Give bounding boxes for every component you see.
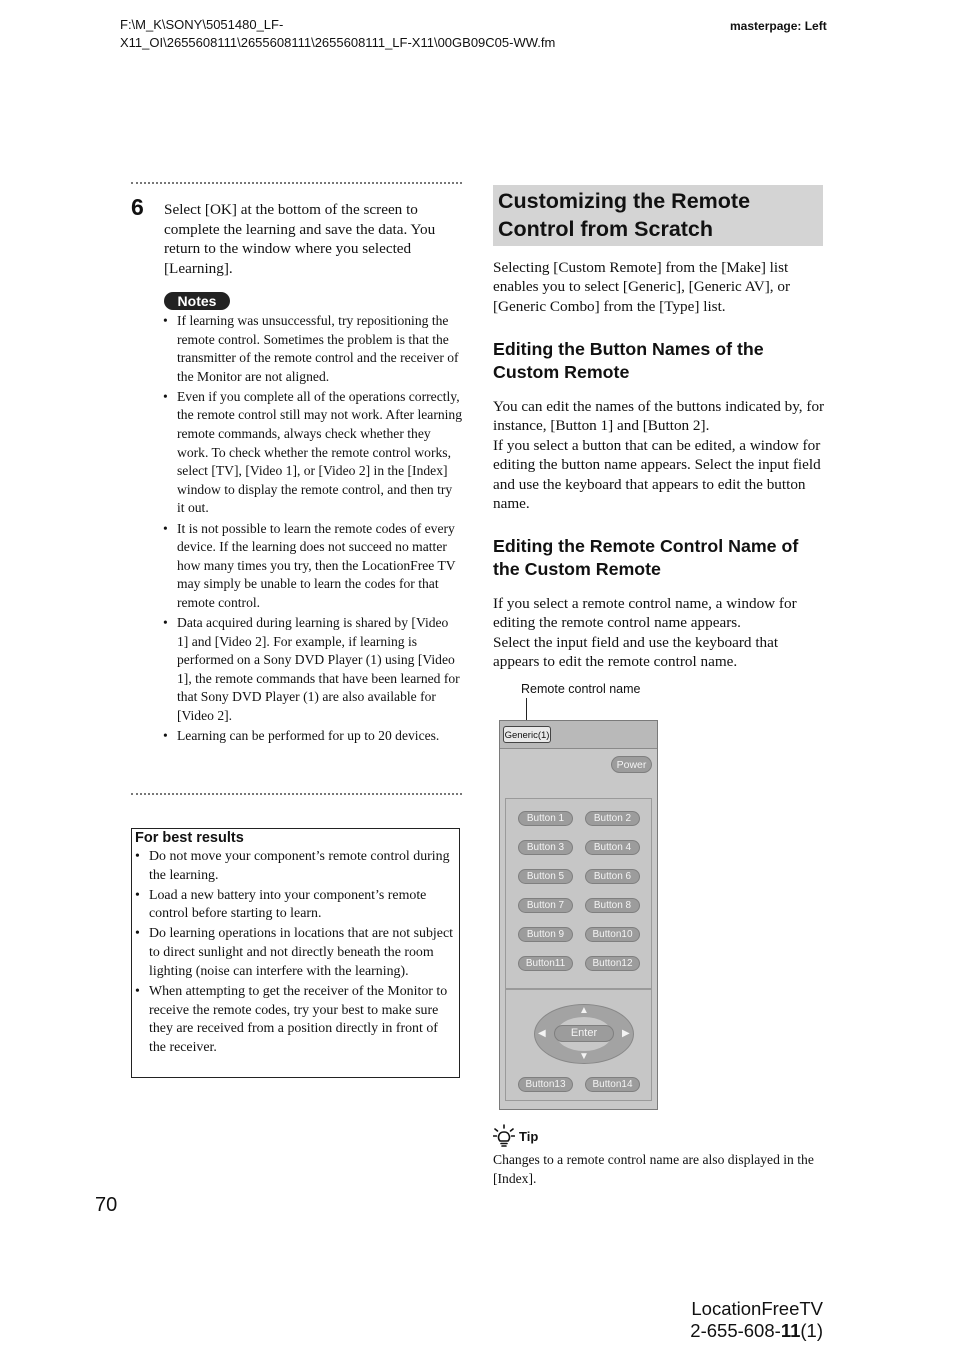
page-number: 70 — [95, 1194, 118, 1216]
remote-button-9[interactable]: Button 9 — [518, 927, 573, 942]
remote-button-14[interactable]: Button14 — [585, 1077, 640, 1092]
arrow-left-icon[interactable]: ◀ — [538, 1028, 546, 1039]
arrow-down-icon[interactable]: ▼ — [579, 1051, 589, 1062]
callout-label: Remote control name — [521, 682, 641, 696]
remote-button-7[interactable]: Button 7 — [518, 898, 573, 913]
list-item: • Data acquired during learning is shared by [Video 1] and [Video 2]. For example, if learning is performed on a Sony DVD Player (1) using [Video 1], the remote commands that have been learned for that Sony DVD Player (1) are also available for [Video 2]. — [163, 614, 463, 726]
remote-name-field[interactable]: Generic(1) — [503, 726, 551, 743]
remote-button-11[interactable]: Button11 — [518, 956, 573, 971]
product-code-suffix: (1) — [800, 1320, 823, 1341]
arrow-right-icon[interactable]: ▶ — [622, 1028, 630, 1039]
subheading-button-names: Editing the Button Names of the Custom Remote — [493, 339, 764, 382]
list-item: • Load a new battery into your component’s remote control before starting to learn. — [135, 887, 456, 924]
step-number: 6 — [131, 194, 144, 220]
masterpage-label: masterpage: Left — [730, 19, 827, 33]
list-item: • If learning was unsuccessful, try repositioning the remote control. Sometimes the problem is that the transmitter of the remote control and the receiver of the Monitor are not aligned. — [163, 312, 463, 386]
remote-control-screenshot — [499, 720, 658, 1110]
power-button[interactable]: Power — [611, 756, 652, 773]
list-item: • When attempting to get the receiver of the Monitor to receive the remote codes, try your best to make sure they are received from a position directly in front of the receiver. — [135, 983, 456, 1058]
list-item: • Do not move your component’s remote control during the learning. — [135, 848, 456, 885]
dotted-divider-bottom — [131, 793, 462, 795]
footer-product-info — [640, 1298, 823, 1342]
paragraph-remote-name-1: If you select a remote control name, a window for editing the remote control name appears. — [493, 595, 797, 632]
remote-button-5[interactable]: Button 5 — [518, 869, 573, 884]
notes-badge: Notes — [164, 292, 230, 310]
remote-button-3[interactable]: Button 3 — [518, 840, 573, 855]
product-code-prefix: 2-655-608- — [690, 1320, 781, 1341]
step-text: Select [OK] at the bottom of the screen to complete the learning and save the data. You return to the window where you selected [Learning]. — [164, 201, 436, 277]
lightbulb-icon — [493, 1124, 515, 1148]
navigation-panel — [505, 989, 652, 1101]
tip-label: Tip — [519, 1129, 539, 1144]
remote-button-6[interactable]: Button 6 — [585, 869, 640, 884]
remote-button-12[interactable]: Button12 — [585, 956, 640, 971]
direction-pad — [534, 1004, 634, 1064]
list-item: • Even if you complete all of the operations correctly, the remote control still may not work. After learning remote commands, always check whether they work. To check whether the remote control works, select [TV], [Video 1], or [Video 2] in the [Index] window to display the remote control, and then try it out. — [163, 388, 463, 518]
best-results-box — [131, 828, 460, 1078]
dotted-divider-top — [131, 182, 462, 184]
product-name: LocationFreeTV — [691, 1298, 823, 1319]
file-path-line-1: F:\M_K\SONY\5051480_LF- — [120, 17, 284, 32]
arrow-up-icon[interactable]: ▲ — [579, 1005, 589, 1016]
product-code-bold: 11 — [780, 1320, 801, 1341]
remote-button-1[interactable]: Button 1 — [518, 811, 573, 826]
remote-button-4[interactable]: Button 4 — [585, 840, 640, 855]
paragraph-button-names-1: You can edit the names of the buttons indicated by, for instance, [Button 1] and [Button 2]. — [493, 398, 825, 435]
list-item: • It is not possible to learn the remote codes of every device. If the learning does not succeed no matter how many times you try, then the LocationFree TV may simply be unable to learn the codes for that remote control. — [163, 520, 463, 613]
enter-button[interactable]: Enter — [554, 1025, 614, 1042]
paragraph-remote-name-2: Select the input field and use the keyboard that appears to edit the remote control name. — [493, 634, 779, 671]
paragraph-button-names-2: If you select a button that can be edited, a window for editing the button name appears. Select the input field and use the keyboard that appears to edit the button name. — [493, 437, 821, 513]
best-results-title: For best results — [135, 830, 244, 846]
remote-button-2[interactable]: Button 2 — [585, 811, 640, 826]
remote-top-bar — [500, 721, 657, 749]
best-results-list — [135, 848, 456, 1058]
subheading-remote-name: Editing the Remote Control Name of the Custom Remote — [493, 536, 799, 579]
callout-line — [526, 698, 527, 722]
button-grid-panel — [505, 798, 652, 989]
remote-button-8[interactable]: Button 8 — [585, 898, 640, 913]
file-path-line-2: X11_OI\2655608111\2655608111\2655608111_LF-X11\00GB09C05-WW.fm — [120, 35, 556, 50]
product-code — [640, 1320, 823, 1342]
intro-paragraph: Selecting [Custom Remote] from the [Make] list enables you to select [Generic], [Generic AV], or [Generic Combo] from the [Type] list. — [493, 259, 791, 315]
tip-text: Changes to a remote control name are also displayed in the [Index]. — [493, 1152, 814, 1186]
notes-list — [163, 312, 463, 747]
remote-button-13[interactable]: Button13 — [518, 1077, 573, 1092]
list-item: • Do learning operations in locations that are not subject to direct sunlight and not directly beneath the room lighting (noise can interfere with the learning). — [135, 925, 456, 981]
list-item: • Learning can be performed for up to 20 devices. — [163, 727, 463, 746]
section-title: Customizing the Remote Control from Scratch — [493, 185, 823, 246]
remote-button-10[interactable]: Button10 — [585, 927, 640, 942]
file-path-header — [120, 16, 640, 52]
